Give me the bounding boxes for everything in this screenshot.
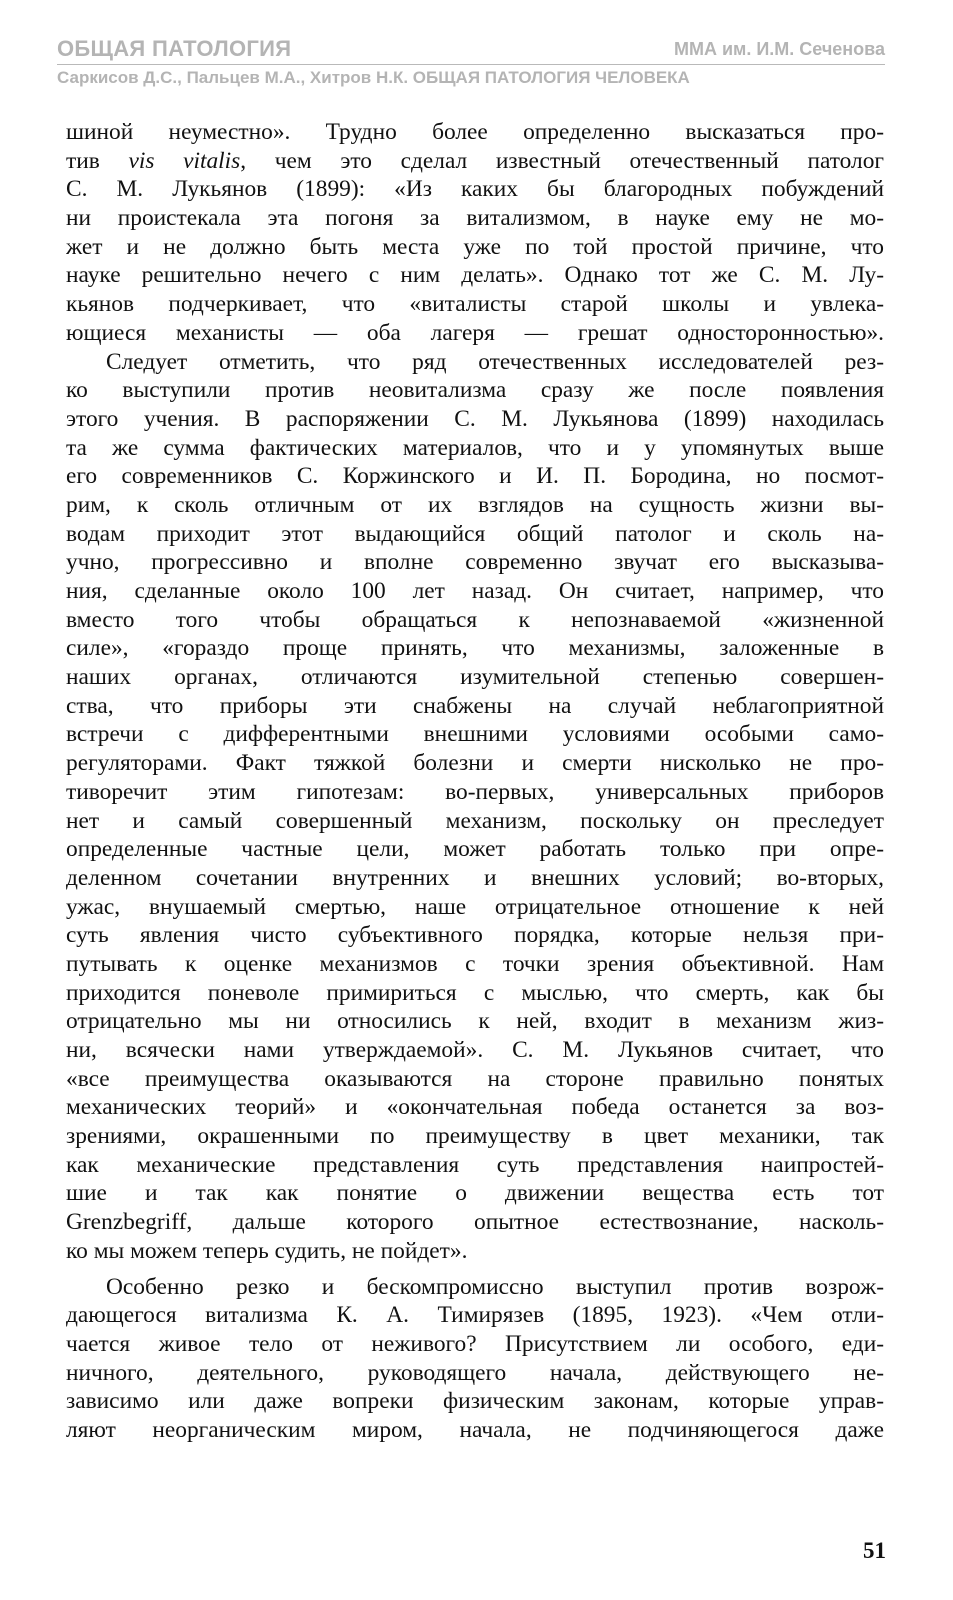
- text-line: как механические представления суть представления наипростей-: [66, 1151, 884, 1178]
- text-line: учно, прогрессивно и вполне современно звучат его высказыва-: [66, 549, 884, 576]
- text-line: дающегося витализма К. А. Тимирязев (1895, 1923). «Чем отли-: [66, 1302, 884, 1329]
- text-line: ничного, деятельного, руководящего начала, действующего не-: [66, 1359, 884, 1386]
- text-line: встречи с дифферентными внешними условиями особыми само-: [66, 721, 884, 748]
- text-line: путывать к оценке механизмов с точки зрения объективной. Нам: [66, 950, 884, 977]
- text-line: деленном сочетании внутренних и внешних условий; во-вторых,: [66, 864, 884, 891]
- text-line: механических теорий» и «окончательная победа останется за воз-: [66, 1094, 884, 1121]
- text-line: С. М. Лукьянов (1899): «Из каких бы благородных побуждений: [66, 176, 884, 203]
- text-line: «все преимущества оказываются на стороне правильно понятых: [66, 1065, 884, 1092]
- text-line: жет и не должно быть места уже по той простой причине, что: [66, 233, 884, 260]
- header-institution: ММА им. И.М. Сеченова: [673, 39, 885, 59]
- text-line: Grenzbegriff, дальше которого опытное естествознание, насколь-: [66, 1209, 884, 1236]
- text-line: ства, что приборы эти снабжены на случай неблагоприятной: [66, 692, 884, 719]
- text-line: ко выступили против неовитализма сразу же после появления: [66, 377, 884, 404]
- text-line: этого учения. В распоряжении С. М. Лукьянова (1899) находилась: [66, 405, 884, 432]
- text-line: зависимо или даже вопреки физическим законам, которые управ-: [66, 1388, 884, 1415]
- text-line: ко мы можем теперь судить, не пойдет».: [66, 1237, 468, 1264]
- text-line: нет и самый совершенный механизм, поскольку он преследует: [66, 807, 884, 834]
- body-text: [66, 118, 884, 1445]
- text-line: тив vis vitalis, чем это сделал известный отечественный патолог: [66, 147, 884, 174]
- text-line: суть явления чисто субъективного порядка, которые нельзя при-: [66, 922, 884, 949]
- header-book-title: Саркисов Д.С., Пальцев М.А., Хитров Н.К. ОБЩАЯ ПАТОЛОГИЯ ЧЕЛОВЕКА: [57, 68, 690, 87]
- text-line: приходится поневоле примириться с мыслью, что смерть, как бы: [66, 979, 884, 1006]
- text-line: Следует отметить, что ряд отечественных исследователей рез-: [106, 348, 884, 375]
- text-line: тиворечит этим гипотезам: во-первых, универсальных приборов: [66, 778, 884, 805]
- text-line: шие и так как понятие о движении вещества есть тот: [66, 1180, 884, 1207]
- header-section-title: ОБЩАЯ ПАТОЛОГИЯ: [57, 36, 292, 61]
- text-line: определенные частные цели, может работать только при опре-: [66, 836, 884, 863]
- running-header: [57, 36, 885, 65]
- text-line: Особенно резко и бескомпромиссно выступил против возрож-: [106, 1273, 884, 1300]
- text-line: кьянов подчеркивает, что «виталисты старой школы и увлека-: [66, 291, 884, 318]
- text-line: шиной неуместно». Трудно более определенно высказаться про-: [66, 119, 884, 145]
- text-line: ни проистекала эта погоня за витализмом, в науке ему не мо-: [66, 205, 884, 232]
- text-line: наших органах, отличаются изумительной степенью совершен-: [66, 664, 884, 691]
- text-line: регуляторами. Факт тяжкой болезни и смерти нисколько не про-: [66, 750, 884, 777]
- text-line: ни, всячески нами утверждаемой». С. М. Лукьянов считает, что: [66, 1037, 884, 1063]
- text-line: ния, сделанные около 100 лет назад. Он считает, например, что: [66, 578, 884, 604]
- text-line: ляют неорганическим миром, начала, не подчиняющегося даже: [66, 1416, 884, 1443]
- text-line: рим, к сколь отличным от их взглядов на сущность жизни вы-: [66, 491, 884, 518]
- text-line: чается живое тело от неживого? Присутствием ли особого, еди-: [66, 1330, 884, 1357]
- text-line: силе», «гораздо проще принять, что механизмы, заложенные в: [66, 635, 884, 662]
- page-number: 51: [863, 1538, 886, 1563]
- text-line: зрениями, окрашенными по преимуществу в цвет механики, так: [66, 1123, 884, 1150]
- text-line: науке решительно нечего с ним делать». Однако тот же С. М. Лу-: [66, 262, 884, 289]
- text-line: его современников С. Коржинского и И. П. Бородина, но посмот-: [66, 463, 884, 490]
- latin-term: vis vitalis: [128, 147, 241, 174]
- text-line: вместо того чтобы обращаться к непознаваемой «жизненной: [66, 606, 884, 633]
- text-line: ющиеся механисты — оба лагеря — грешат односторонностью».: [66, 319, 884, 346]
- text-line: ужас, внушаемый смертью, наше отрицательное отношение к ней: [66, 893, 884, 920]
- text-line: та же сумма фактических материалов, что и у упомянутых выше: [66, 434, 884, 461]
- text-line: отрицательно мы ни относились к ней, входит в механизм жиз-: [66, 1008, 884, 1035]
- text-line: водам приходит этот выдающийся общий патолог и сколь на-: [66, 520, 884, 547]
